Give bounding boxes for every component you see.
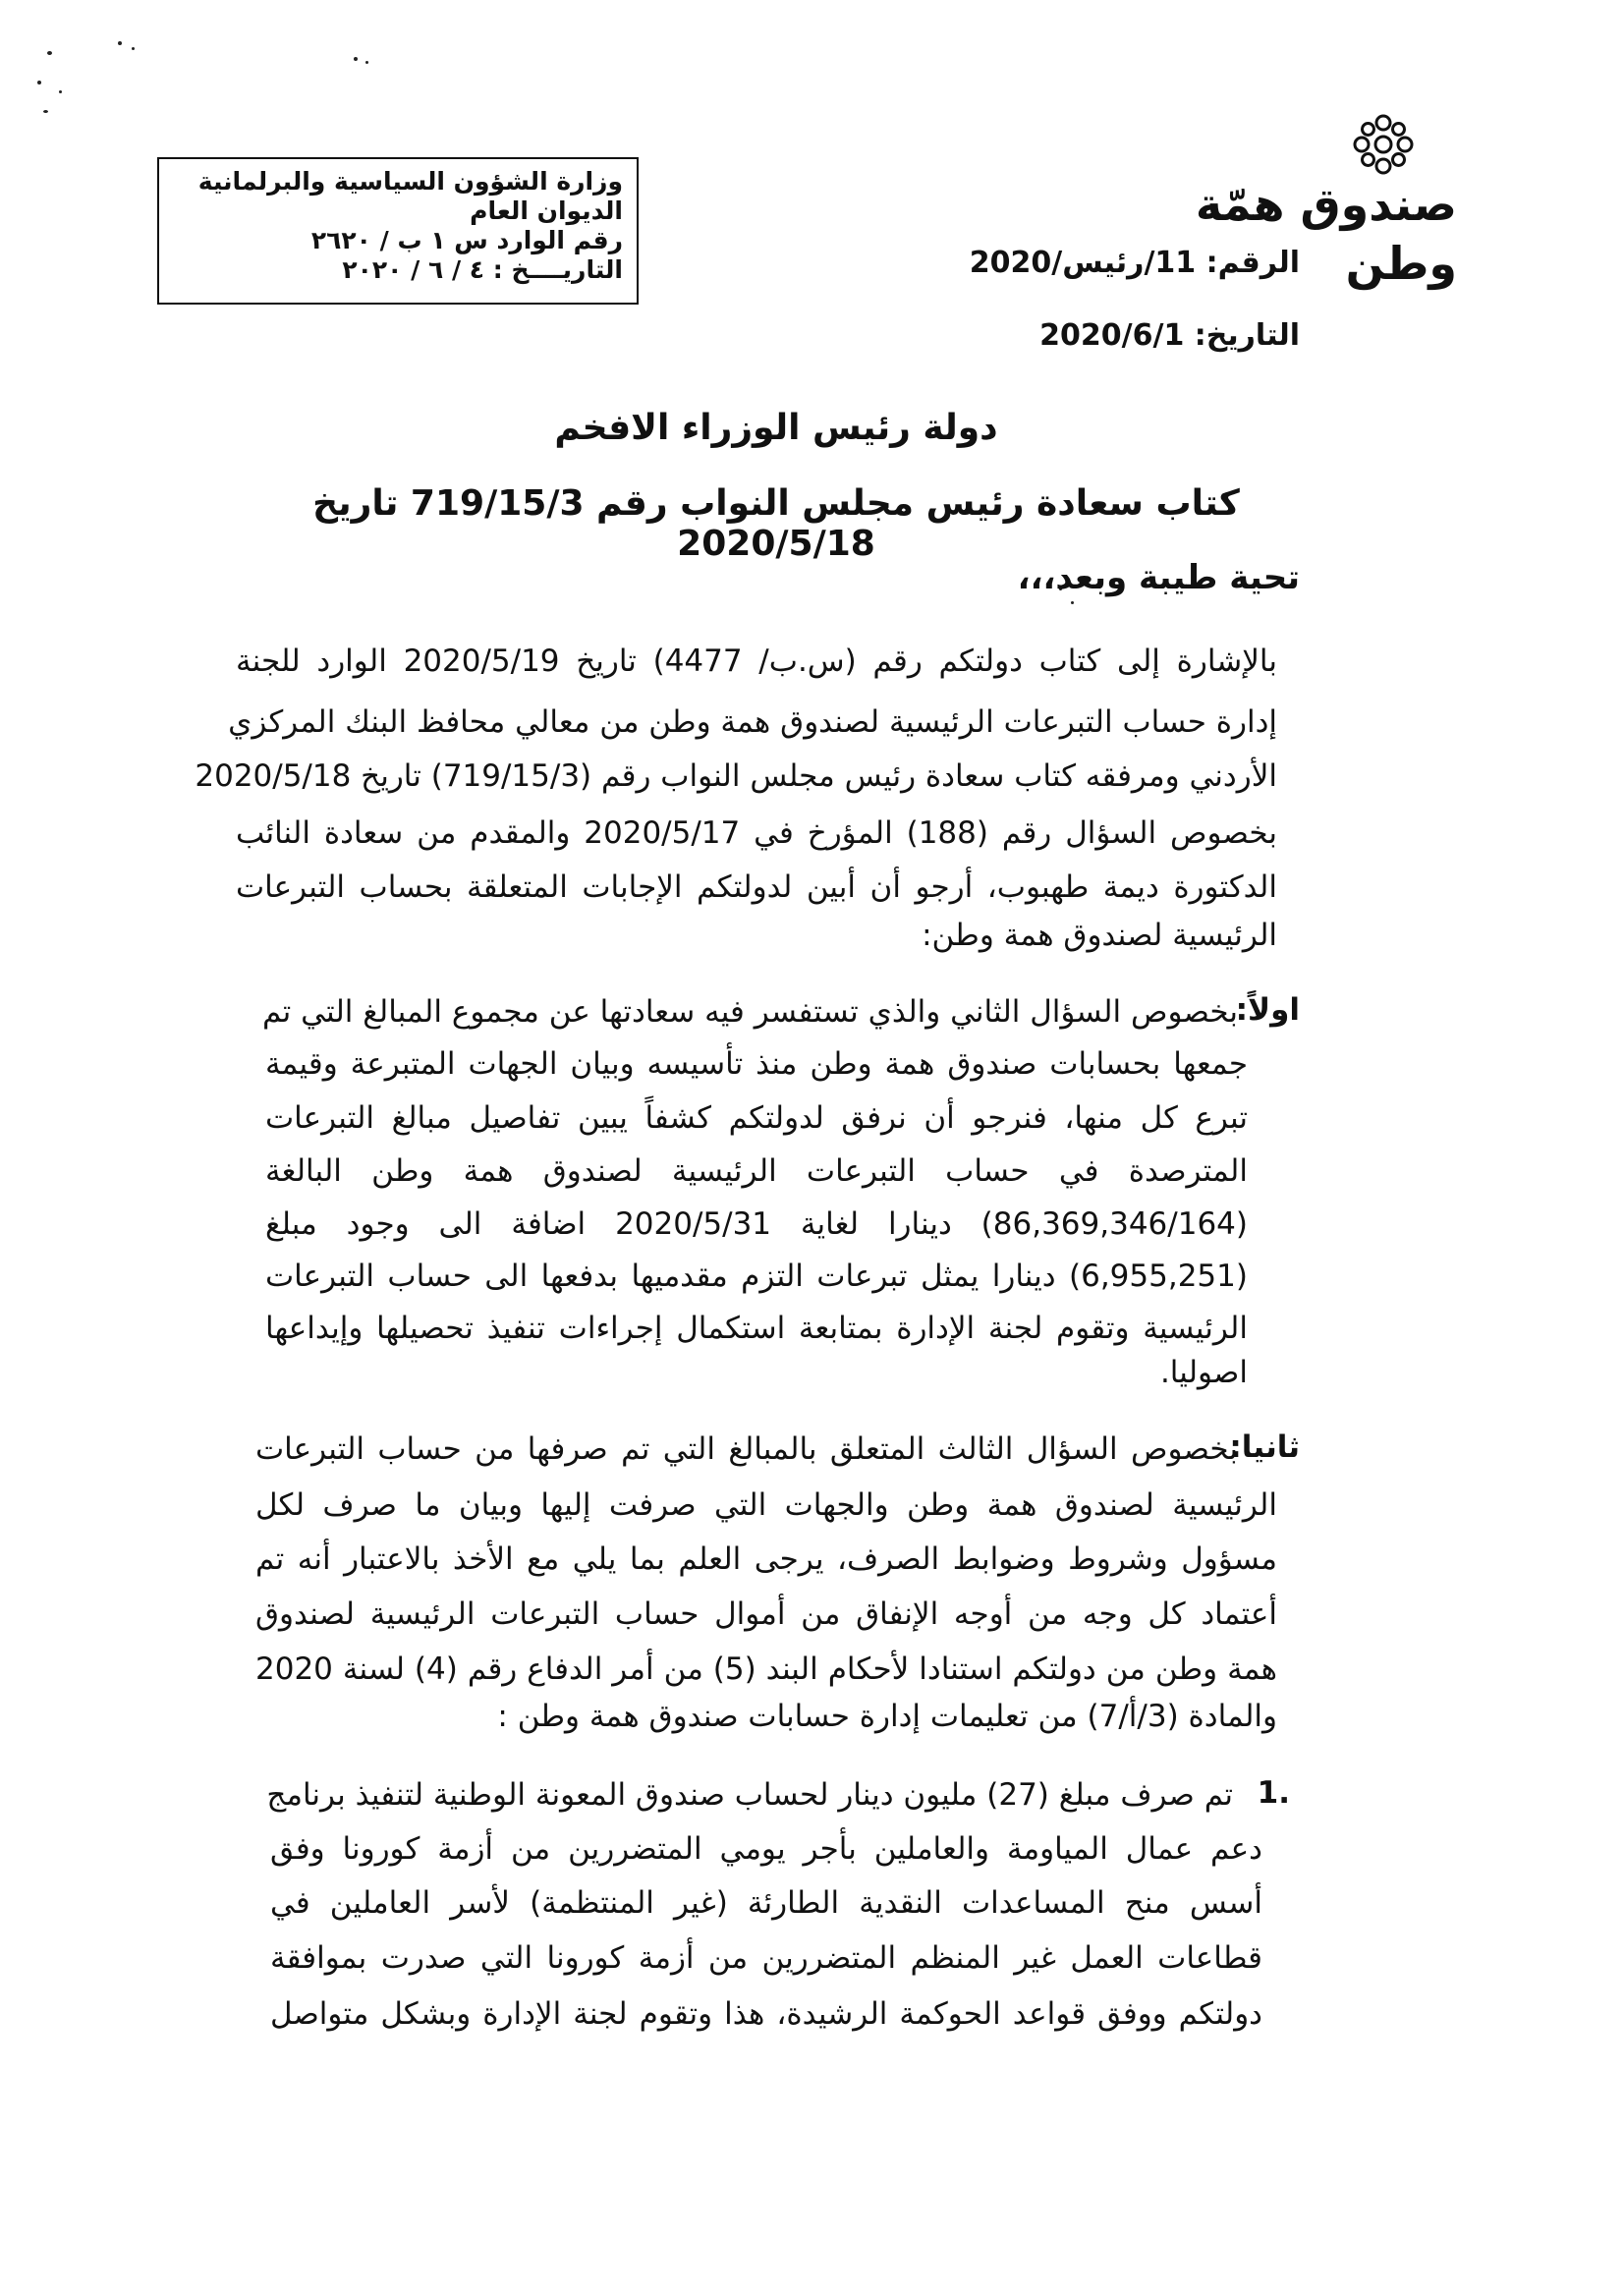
section-first-line: تبرع كل منها، فنرجو أن نرفق لدولتكم كشفاً يبين تفاصيل مبالغ التبرعات <box>265 1100 1248 1136</box>
section-second-line: بخصوص السؤال الثالث المتعلق بالمبالغ التي تم صرفها من حساب التبرعات <box>255 1431 1238 1467</box>
organization-name: صندوق همّة وطن <box>1195 178 1457 290</box>
reference-number <box>789 246 1300 280</box>
section-second-line: مسؤول وشروط وضوابط الصرف، يرجى العلم بما يلي مع الأخذ بالاعتبار أنه تم <box>255 1541 1277 1577</box>
intro-line: الدكتورة ديمة طهبوب، أرجو أن أبين لدولتكم الإجابات المتعلقة بحساب التبرعات <box>236 869 1277 905</box>
section-second-line: همة وطن من دولتكم استنادا لأحكام البند (5) من أمر الدفاع رقم (4) لسنة 2020 <box>255 1651 1277 1687</box>
item-1-number: 1. <box>1257 1775 1290 1811</box>
subject-line: كتاب سعادة رئيس مجلس النواب رقم 719/15/3 تاريخ 2020/5/18 <box>312 483 1240 564</box>
section-second-line: الرئيسية لصندوق همة وطن والجهات التي صرفت إليها وبيان ما صرف لكل <box>255 1487 1277 1523</box>
intro-line: إدارة حساب التبرعات الرئيسية لصندوق همة وطن من معالي محافظ البنك المركزي <box>228 704 1277 740</box>
intro-line: بخصوص السؤال رقم (188) المؤرخ في 2020/5/17 والمقدم من سعادة النائب <box>236 815 1277 851</box>
item-1-line: دعم عمال المياومة والعاملين بأجر يومي المتضررين من أزمة كورونا وفق <box>270 1831 1262 1867</box>
section-second-label: ثانيا: <box>1229 1429 1300 1465</box>
reference-label: الرقم: <box>1205 246 1300 280</box>
section-first-label: اولاً: <box>1235 992 1300 1028</box>
letter-date <box>789 318 1300 353</box>
stamp-date: التاريــــخ : ٤ / ٦ / ٢٠٢٠ <box>342 255 623 284</box>
section-first-line: جمعها بحسابات صندوق همة وطن منذ تأسيسه وبيان الجهات المتبرعة وقيمة <box>265 1046 1248 1082</box>
date-label: التاريخ: <box>1194 318 1300 353</box>
section-first-line: (6,955,251) دينارا يمثل تبرعات التزم مقدميها بدفعها الى حساب التبرعات <box>265 1259 1248 1294</box>
section-first-line: بخصوص السؤال الثاني والذي تستفسر فيه سعادتها عن مجموع المبالغ التي تم <box>262 994 1238 1030</box>
section-second-line: والمادة (3/أ/7) من تعليمات إدارة حسابات صندوق همة وطن : <box>497 1699 1277 1734</box>
item-1-line: قطاعات العمل غير المنظم المتضررين من أزمة كورونا التي صدرت بموافقة <box>270 1940 1262 1976</box>
section-second-line: أعتماد كل وجه من أوجه الإنفاق من أموال حساب التبرعات الرئيسية لصندوق <box>255 1596 1277 1632</box>
intro-line: الرئيسية لصندوق همة وطن: <box>922 918 1277 953</box>
intro-line: الأردني ومرفقه كتاب سعادة رئيس مجلس النواب رقم (719/15/3) تاريخ 2020/5/18 <box>195 758 1277 794</box>
snowflake-star-emblem-icon <box>1349 110 1418 179</box>
section-first-line: اصوليا. <box>1159 1355 1248 1390</box>
section-first-line: (86,369,346/164) دينارا لغاية 2020/5/31 اضافة الى وجود مبلغ <box>265 1206 1248 1242</box>
incoming-stamp <box>157 157 639 305</box>
stamp-ministry: وزارة الشؤون السياسية والبرلمانية <box>197 167 623 196</box>
item-1-line: تم صرف مبلغ (27) مليون دينار لحساب صندوق المعونة الوطنية لتنفيذ برنامج <box>266 1777 1233 1813</box>
greeting: تحية طيبة وبعد،،، <box>1017 558 1300 597</box>
item-1-line: أسس منح المساعدات النقدية الطارئة (غير المنتظمة) لأسر العاملين في <box>270 1885 1262 1921</box>
stamp-office: الديوان العام <box>470 196 623 225</box>
section-first-line: المترصدة في حساب التبرعات الرئيسية لصندوق همة وطن البالغة <box>265 1153 1248 1189</box>
stamp-incoming-number: رقم الوارد س ١ ب / ٢٦٢٠ <box>310 226 623 254</box>
item-1-line: دولتكم ووفق قواعد الحوكمة الرشيدة، هذا وتقوم لجنة الإدارة وبشكل متواصل <box>270 1996 1262 2032</box>
date-value: 2020/6/1 <box>1039 318 1185 353</box>
intro-line: بالإشارة إلى كتاب دولتكم رقم (س.ب/ 4477) تاريخ 2020/5/19 الوارد للجنة <box>236 644 1278 679</box>
reference-value: 11/رئيس/2020 <box>969 246 1197 280</box>
addressee: دولة رئيس الوزراء الافخم <box>554 408 998 448</box>
section-first-line: الرئيسية وتقوم لجنة الإدارة بمتابعة استكمال إجراءات تنفيذ تحصيلها وإيداعها <box>265 1311 1248 1346</box>
